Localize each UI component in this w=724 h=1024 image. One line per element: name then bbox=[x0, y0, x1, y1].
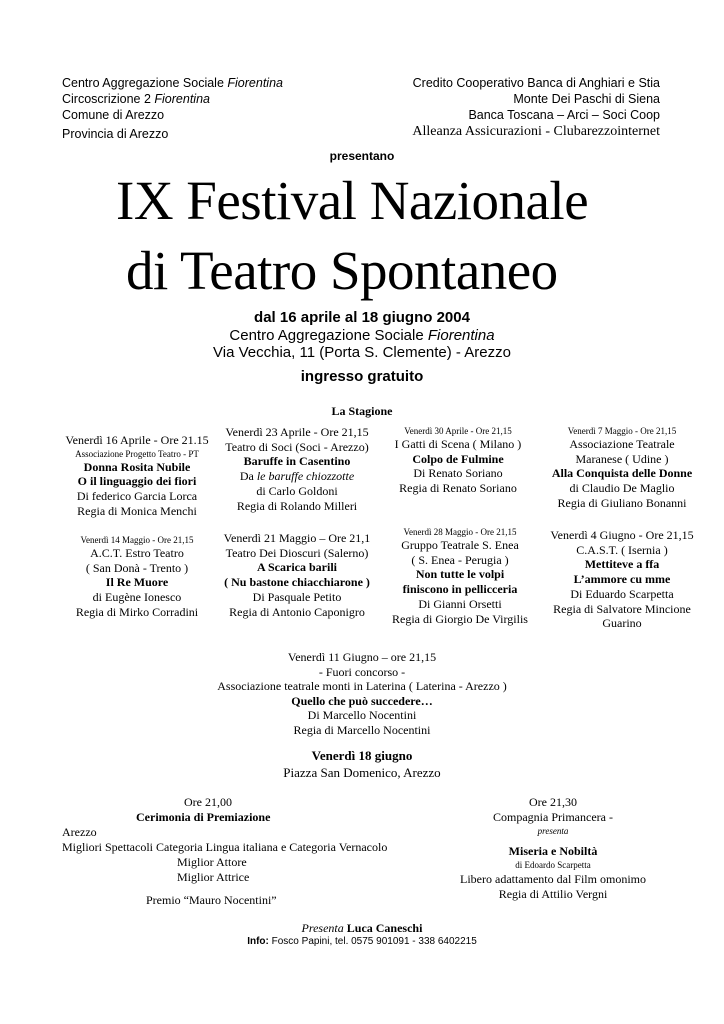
event-line: Regia di Renato Soriano bbox=[399, 481, 517, 496]
fuori-concorso-line: - Fuori concorso - bbox=[318, 664, 406, 679]
event-line: Regia di Mirko Corradini bbox=[75, 604, 199, 619]
event-line: L’ammore cu mme bbox=[573, 572, 671, 587]
event-card-4 bbox=[538, 425, 706, 511]
primancera-regia: Regia di Attilio Vergni bbox=[498, 887, 608, 901]
event-line: Venerdì 28 Maggio - Ore 21,15 bbox=[403, 527, 517, 537]
event-line-italic: le baruffe chiozzotte bbox=[256, 469, 355, 484]
festival-venue bbox=[0, 327, 724, 345]
event-line: Venerdì 14 Maggio - Ore 21,15 bbox=[80, 535, 194, 545]
event-line: A.C.T. Estro Teatro bbox=[90, 546, 184, 560]
primancera-show: Miseria e Nobiltà bbox=[508, 844, 598, 858]
cerimonia-time: Ore 21,00 bbox=[184, 795, 232, 809]
footer-host: Luca Caneschi bbox=[346, 921, 423, 935]
sponsor-left-text: Circoscrizione 2 bbox=[62, 92, 155, 106]
event-line: Venerdì 16 Aprile - Ore 21.15 bbox=[65, 433, 209, 447]
event-line: Regia di Monica Menchi bbox=[77, 503, 197, 518]
event-line: C.A.S.T. ( Isernia ) bbox=[576, 542, 668, 557]
fuori-concorso-line: Regia di Marcello Nocentini bbox=[293, 722, 431, 737]
cerimonia-block bbox=[62, 795, 387, 908]
event-line: Di Renato Soriano bbox=[413, 466, 503, 481]
primancera-company: Compagnia Primancera - bbox=[493, 810, 613, 824]
event-line: I Gatti di Scena ( Milano ) bbox=[394, 437, 522, 451]
primancera-block bbox=[430, 795, 676, 902]
event-line: Associazione Progetto Teatro - PT bbox=[75, 448, 199, 459]
venue-name-italic: Fiorentina bbox=[427, 326, 495, 344]
fuori-concorso-line: Di Marcello Nocentini bbox=[307, 708, 417, 723]
sponsor-left-1 bbox=[62, 75, 283, 91]
event-line: ( San Donà - Trento ) bbox=[85, 560, 189, 575]
cerimonia-award: Migliori Spettacoli Categoria Lingua italiana e Categoria Vernacolo bbox=[62, 840, 388, 854]
event-card-1 bbox=[56, 433, 218, 519]
cerimonia-premio: Premio “Mauro Nocentini” bbox=[146, 893, 277, 907]
event-line: Teatro di Soci (Soci - Arezzo) bbox=[225, 439, 369, 454]
primancera-adapt: Libero adattamento dal Film omonimo bbox=[460, 872, 646, 886]
event-line bbox=[216, 469, 378, 484]
sponsor-right-2: Monte Dei Paschi di Siena bbox=[513, 92, 660, 106]
ingresso-gratuito: ingresso gratuito bbox=[300, 367, 424, 385]
event-line: Mettiteve a ffa bbox=[584, 557, 660, 572]
sponsors-right bbox=[412, 75, 660, 140]
event-line: ( Nu bastone chiacchiarone ) bbox=[224, 575, 370, 590]
sponsor-left-italic: Fiorentina bbox=[154, 92, 210, 106]
fuori-concorso-line: Associazione teatrale monti in Laterina ( Laterina - Arezzo ) bbox=[217, 679, 507, 694]
event-line-prefix: Da bbox=[239, 469, 257, 484]
finale-date: Venerdì 18 giugno bbox=[311, 748, 413, 763]
fuori-concorso-line: Venerdì 11 Giugno – ore 21,15 bbox=[287, 650, 437, 664]
footer-presenta: Presenta bbox=[301, 921, 344, 935]
event-line: di Claudio De Maglio bbox=[569, 481, 675, 496]
event-line: Colpo de Fulmine bbox=[412, 451, 504, 466]
season-heading: La Stagione bbox=[331, 404, 393, 418]
event-line: Venerdì 7 Maggio - Ore 21,15 bbox=[567, 426, 677, 436]
presentano-label: presentano bbox=[329, 149, 395, 163]
primancera-presenta: presenta bbox=[537, 826, 569, 836]
event-line: Di Gianni Orsetti bbox=[418, 596, 502, 611]
finale-place: Piazza San Domenico, Arezzo bbox=[283, 764, 441, 780]
event-line: Regia di Giorgio De Virgilis bbox=[392, 611, 528, 626]
sponsor-right-1: Credito Cooperativo Banca di Anghiari e Stia bbox=[412, 76, 660, 90]
event-line: Maranese ( Udine ) bbox=[575, 451, 669, 466]
venue-prefix: Centro Aggregazione Sociale bbox=[229, 326, 428, 344]
fuori-concorso-block bbox=[0, 650, 724, 738]
event-line: Non tutte le volpi bbox=[415, 567, 505, 582]
event-line: Donna Rosita Nubile bbox=[83, 459, 191, 474]
footer bbox=[0, 921, 724, 949]
footer-info-text: Fosco Papini, tel. 0575 901091 - 338 6402215 bbox=[271, 936, 477, 947]
event-line: Venerdì 30 Aprile - Ore 21,15 bbox=[404, 426, 512, 436]
festival-title-line-1: IX Festival Nazionale bbox=[116, 170, 589, 231]
event-card-2 bbox=[216, 425, 378, 513]
event-card-6 bbox=[212, 531, 382, 619]
primancera-author: di Edoardo Scarpetta bbox=[515, 860, 591, 870]
event-line: Baruffe in Casentino bbox=[243, 454, 351, 469]
sponsor-left-4 bbox=[62, 126, 283, 142]
cerimonia-city: Arezzo bbox=[62, 825, 97, 839]
event-line: di Eugène Ionesco bbox=[92, 590, 182, 605]
event-line: Associazione Teatrale bbox=[569, 437, 675, 451]
event-line: ( S. Enea - Perugia ) bbox=[411, 552, 509, 567]
sponsor-left-2 bbox=[62, 91, 283, 107]
fuori-concorso-line: Quello che può succedere… bbox=[291, 693, 433, 708]
event-line: O il linguaggio dei fiori bbox=[77, 474, 197, 489]
event-line: Venerdì 4 Giugno - Ore 21,15 bbox=[550, 528, 694, 542]
event-line: Il Re Muore bbox=[105, 575, 169, 590]
cerimonia-actor: Miglior Attore bbox=[177, 855, 247, 869]
footer-presenta-line bbox=[0, 921, 724, 935]
event-line: Venerdì 23 Aprile - Ore 21,15 bbox=[225, 425, 369, 439]
event-line: Di Eduardo Scarpetta bbox=[570, 586, 674, 601]
event-line: di Carlo Goldoni bbox=[256, 483, 338, 498]
footer-info-line bbox=[0, 935, 724, 949]
event-line: Di federico Garcia Lorca bbox=[76, 489, 198, 504]
sponsors-left bbox=[62, 75, 283, 142]
event-line: A Scarica barili bbox=[257, 560, 337, 575]
event-line: Di Pasquale Petito bbox=[252, 589, 342, 604]
sponsor-left-3 bbox=[62, 107, 283, 123]
sponsor-left-text: Centro Aggregazione Sociale bbox=[62, 76, 228, 90]
event-card-8 bbox=[538, 528, 706, 631]
cerimonia-actress: Miglior Attrice bbox=[177, 870, 250, 884]
event-card-7 bbox=[378, 526, 542, 626]
event-line: Regia di Giuliano Bonanni bbox=[557, 495, 687, 510]
event-line: Teatro Dei Dioscuri (Salerno) bbox=[225, 545, 369, 560]
event-line: Regia di Rolando Milleri bbox=[236, 498, 358, 513]
event-line: Venerdì 21 Maggio – Ore 21,1 bbox=[223, 531, 371, 545]
sponsor-left-text: Provincia di Arezzo bbox=[62, 127, 169, 141]
festival-info bbox=[0, 309, 724, 385]
primancera-time: Ore 21,30 bbox=[529, 795, 577, 809]
festival-address: Via Vecchia, 11 (Porta S. Clemente) - Arezzo bbox=[213, 344, 511, 361]
sponsor-left-text: Comune di Arezzo bbox=[62, 108, 165, 122]
event-line: Regia di Antonio Caponigro bbox=[229, 604, 365, 619]
event-line: Gruppo Teatrale S. Enea bbox=[401, 538, 519, 552]
event-line: Guarino bbox=[602, 616, 642, 631]
event-line: Regia di Salvatore Mincione bbox=[553, 601, 691, 616]
event-line: finiscono in pellicceria bbox=[402, 582, 518, 597]
event-card-5 bbox=[56, 534, 218, 620]
finale-block bbox=[0, 748, 724, 781]
footer-info-label: Info: bbox=[247, 936, 269, 947]
cerimonia-title: Cerimonia di Premiazione bbox=[136, 810, 271, 824]
sponsor-left-italic: Fiorentina bbox=[227, 76, 283, 90]
festival-dates: dal 16 aprile al 18 giugno 2004 bbox=[254, 309, 470, 326]
event-line: Alla Conquista delle Donne bbox=[551, 466, 693, 481]
sponsor-right-4: Alleanza Assicurazioni - Clubarezzointernet bbox=[412, 124, 660, 139]
festival-title-line-2: di Teatro Spontaneo bbox=[126, 240, 558, 301]
event-card-3 bbox=[378, 425, 538, 496]
sponsor-right-3: Banca Toscana – Arci – Soci Coop bbox=[468, 108, 660, 122]
